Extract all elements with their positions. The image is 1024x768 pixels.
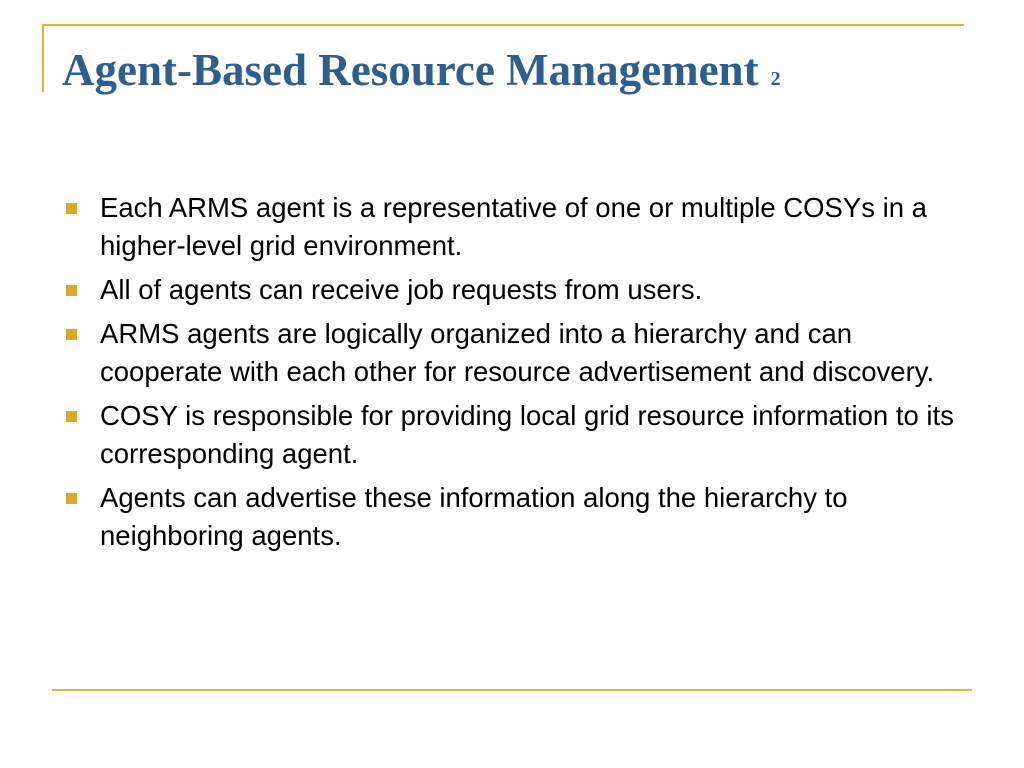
slide-title-text: Agent-Based Resource Management (62, 45, 759, 95)
bullet-item (66, 315, 966, 391)
bullet-text: Each ARMS agent is a representative of one or multiple COSYs in a higher-level grid environment. (100, 192, 927, 261)
bullet-item (66, 271, 966, 309)
square-bullet-icon (66, 203, 77, 214)
square-bullet-icon (66, 493, 77, 504)
bullet-item (66, 189, 966, 265)
bullet-text: COSY is responsible for providing local grid resource information to its corresponding agent. (100, 400, 954, 469)
square-bullet-icon (66, 329, 77, 340)
bottom-accent-line (52, 689, 972, 691)
square-bullet-icon (66, 411, 77, 422)
bullet-text: All of agents can receive job requests from users. (100, 274, 703, 305)
bullet-item (66, 397, 966, 473)
top-accent-line (42, 24, 964, 26)
bullet-text: ARMS agents are logically organized into a hierarchy and can cooperate with each other for resource advertisement and discovery. (100, 318, 935, 387)
bullet-text: Agents can advertise these information along the hierarchy to neighboring agents. (100, 482, 848, 551)
bullet-item (66, 479, 966, 555)
bullet-list (66, 189, 966, 561)
square-bullet-icon (66, 285, 77, 296)
slide-number: 2 (770, 68, 781, 90)
left-accent-line (42, 24, 44, 92)
slide-title (62, 38, 962, 111)
